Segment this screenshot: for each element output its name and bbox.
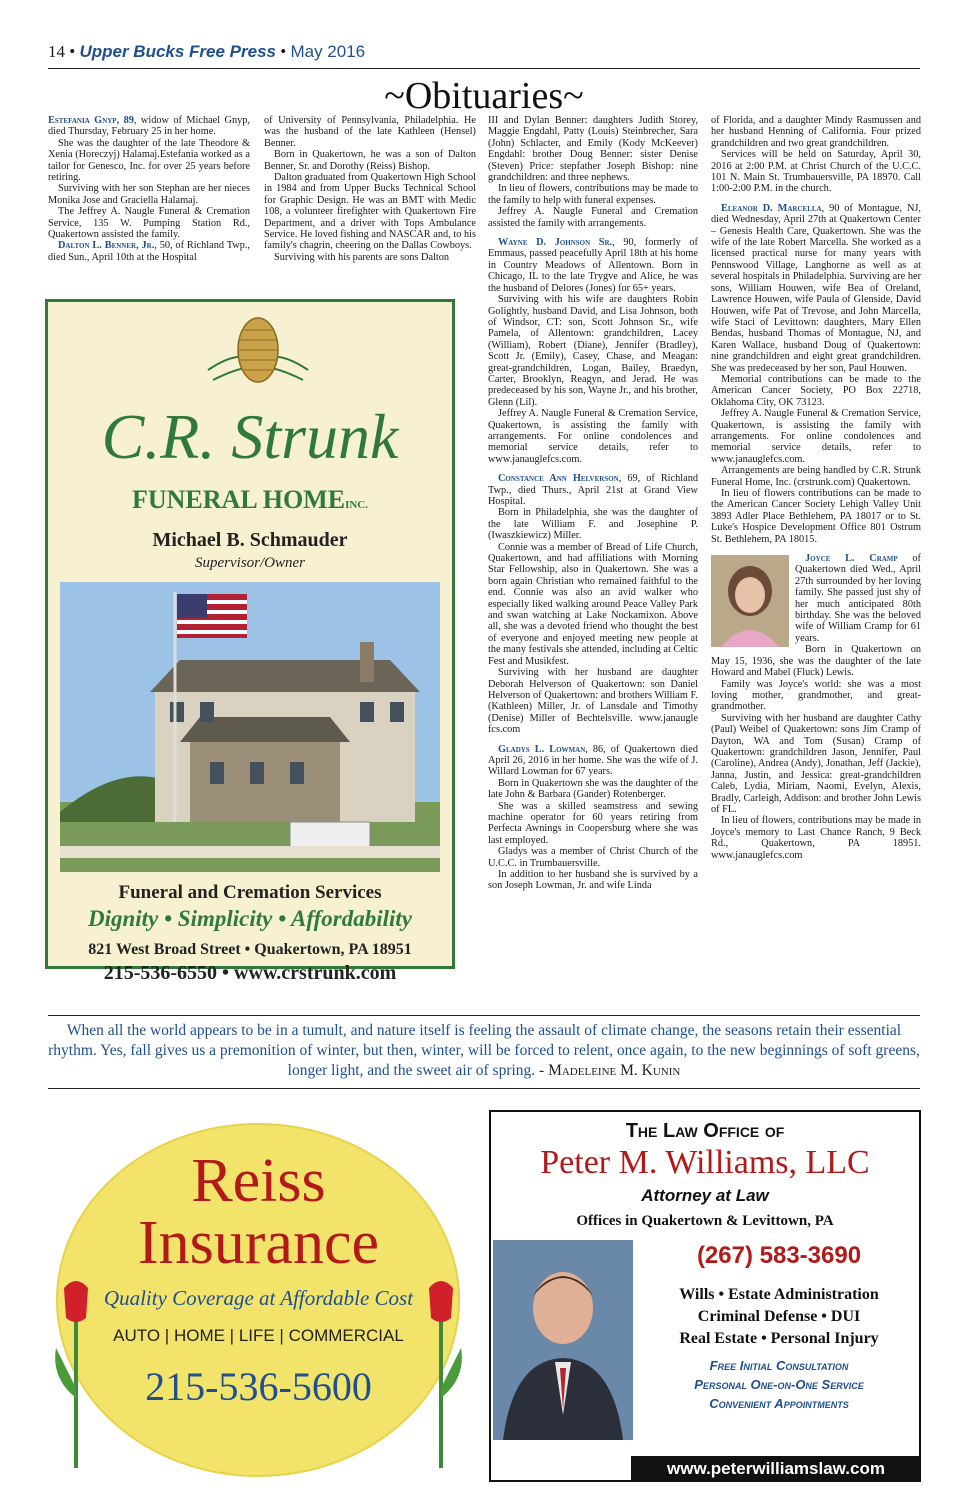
obituary-paragraph: In lieu of flowers contributions can be made to the American Cancer Society Lehigh Valley Unit 3893 Adler Place Bethlehem, PA 18017 or to St. Luke's Hospice Development Office 801 Ostrum St. Bethlehem, PA 18015.	[711, 488, 921, 545]
obituary-paragraph: In addition to her husband she is survived by a son Joseph Lowman, Jr. and wife Linda	[488, 869, 698, 892]
paragraph-text: , 86, of Quakertown died April 26, 2016 in her home. She was the wife of J. Willard Lowman for 67 years.	[488, 743, 699, 778]
paragraph-text: , widow of Michael Gnyp, died Thursday, February 25 in her home.	[48, 115, 250, 138]
insurance-lines: AUTO | HOME | LIFE | COMMERCIAL	[113, 1326, 404, 1345]
paragraph-text: , 50, of Richland Twp., died Sun., April 10th at the Hospital	[48, 240, 250, 263]
practice-area: Real Estate • Personal Injury	[679, 1330, 879, 1347]
pinecone-icon	[198, 310, 318, 395]
quote-block	[48, 1021, 920, 1081]
obituary-paragraph	[488, 744, 698, 778]
deceased-name: Joyce L. Cramp	[805, 553, 898, 565]
insurance-tagline: Quality Coverage at Affordable Cost	[103, 1286, 414, 1310]
quote-author: - Madeleine M. Kunin	[535, 1062, 681, 1079]
obituary-column-1	[48, 115, 250, 263]
owner-name: Michael B. Schmauder	[152, 529, 348, 551]
obituary-paragraph: Born in Quakertown she was the daughter of the late John & Barbara (Gander) Rotenberger.	[488, 777, 698, 801]
obituary-paragraph: In lieu of flowers, contributions may be made in Joyce's memory to Last Chance Ranch, 9 Beck Rd., Quakertown, PA 18951. www.janauglefcs.com	[711, 815, 921, 861]
obituary-paragraph: III and Dylan Benner: daughters Judith Storey, Maggie Engdahl, Patty (Louis) Steinbrecher, Sara (John) Schlacter, and Emily (Kody McKeever) Engdahl: brother Doug Benner: sister Denise (Steven) Price: stepfather Joseph Bishop: nine grandchildren: and three nephews.	[488, 115, 698, 184]
address-line: 821 West Broad Street • Quakertown, PA 18951	[88, 941, 412, 958]
obituary-paragraph: of University of Pennsylvania, Philadelphia. He was the husband of the late Kathleen (Hensel) Benner.	[264, 115, 476, 149]
header-separator: •	[280, 42, 287, 61]
obituary-paragraph: Dalton graduated from Quakertown High School in 1984 and from Upper Bucks Technical School for Graphic Design. He was an BMT with Medic 108, a volunteer firefighter with Quakertown Fire Department, and a driver with Tops Ambulance Service. He loved fishing and NASCAR and, to his family's chagrin, cheering on the Dallas Cowboys.	[264, 172, 476, 252]
portrait-photo	[711, 555, 789, 647]
obituary-paragraph: Jeffrey A. Naugle Funeral and Cremation assisted the family with arrangements.	[488, 206, 698, 229]
offer-item: Personal One-on-One Service	[694, 1377, 864, 1392]
publication-name: Upper Bucks Free Press	[79, 42, 276, 61]
obituary-paragraph: Arrangements are being handled by C.R. Strunk Funeral Home, Inc. (crstrunk.com) Quakertown.	[711, 465, 921, 488]
funeral-home-photo	[60, 582, 440, 872]
header-separator: •	[69, 42, 76, 61]
deceased-name: Constance Ann Helverson	[498, 473, 619, 485]
deceased-name: Dalton L. Benner, Jr.	[58, 240, 155, 252]
deceased-name: Gladys L. Lowman	[498, 743, 586, 755]
issue-date: May 2016	[290, 42, 366, 61]
insurance-ad	[46, 1108, 471, 1483]
quote-rule-top	[48, 1015, 920, 1016]
obituary-paragraph: Surviving with his wife are daughters Robin Golightly, husband David, and Lisa Johnson, both of Windsor, CT: son, Scott Johnson Sr., wife Pamela, of Allentown: grandchildren, Lacey (William), Robert (Diane), Jennifer (Bradley), Scott Jr. (Emily), Casey, Chase, and Meagan: great-grandchildren, Logan, Bailey, Braedyn, Carter, Brooklyn, Reagyn, and Jerad. He was predeceased by his son, Wayne Jr., and his brother, Glenn (Lil).	[488, 294, 698, 408]
quote-text: When all the world appears to be in a tumult, and nature itself is feeling the assault of climate change, the seasons retain their essential rhythm. Yes, fall gives us a premonition of winter, but then, winter, will be forced to relent, once again, to the new beginnings of soft greens, longer light, and the sweet air of spring.	[48, 1022, 920, 1079]
obituary-paragraph: In lieu of flowers, contributions may be made to the family to help with funeral expenses.	[488, 183, 698, 206]
obituary-paragraph: She was the daughter of the late Theodore & Xenia (Horeczyj) Halamaj.Estefania worked as a tailor for Genesco, Inc. for over 25 years before retiring.	[48, 137, 250, 184]
owner-role: Supervisor/Owner	[195, 555, 305, 571]
obituary-column-2	[264, 115, 476, 263]
insurance-phone: 215-536-5600	[145, 1364, 372, 1409]
funeral-home-brand: C.R. Strunk	[101, 401, 399, 472]
attorney-title: Attorney at Law	[641, 1186, 769, 1205]
services-line: Funeral and Cremation Services	[118, 882, 382, 903]
offer-item: Free Initial Consultation	[709, 1358, 849, 1373]
office-locations: Offices in Quakertown & Levittown, PA	[576, 1213, 834, 1229]
section-title: ~Obituaries~	[384, 75, 584, 117]
law-office-website: www.peterwilliamslaw.com	[631, 1456, 921, 1482]
insurance-brand-line-2: Insurance	[138, 1209, 379, 1277]
obituary-paragraph: Born in Philadelphia, she was the daughter of the late William F. and Josephine P. (Iwaszkiewicz) Miller.	[488, 507, 698, 542]
obituary-paragraph: Surviving with his parents are sons Dalton	[274, 251, 450, 263]
spacer	[488, 465, 698, 473]
obituary-paragraph: Gladys was a member of Christ Church of the U.C.C. in Trumbauersville.	[488, 846, 698, 869]
obituary-paragraph: Born in Quakertown on May 15, 1936, she was the daughter of the late Howard and Mabel (Fluck) Lewis.	[711, 644, 921, 679]
practice-area: Criminal Defense • DUI	[697, 1308, 861, 1325]
deceased-name: Eleanor D. Marcella	[721, 202, 822, 214]
law-offers	[639, 1356, 919, 1413]
obituary-paragraph: Surviving with her son Stephan are her nieces Monika Jose and Graciella Halamaj.	[48, 183, 250, 206]
deceased-name: Wayne D. Johnson Sr.	[498, 237, 613, 249]
insurance-brand-line-1: Reiss	[191, 1147, 326, 1215]
attorney-photo	[493, 1240, 633, 1440]
paragraph-text: , 69, of Richland Twp., died Thurs., April 21st at Grand View Hospital.	[488, 473, 698, 507]
obituary-paragraph: The Jeffrey A. Naugle Funeral & Cremation Service, 135 W. Pumping Station Rd., Quakertown assisted the family.	[48, 206, 250, 241]
obituary-paragraph: of Florida, and a daughter Mindy Rasmussen and her husband Henning of California. Four prized grandchildren and two great grandchildren.	[711, 115, 921, 149]
subtitle-text: FUNERAL HOME	[132, 485, 346, 514]
paragraph-text: , 90, formerly of Emmaus, passed peacefully April 18th at his home in Country Meadows of Allentown. Born in Chicago, IL to the late Trygve and Alice, he was the husband of Delores (Jones) for 65+ years.	[488, 237, 698, 294]
law-firm-name: Peter M. Williams, LLC	[540, 1144, 870, 1181]
spacer	[711, 195, 921, 203]
practice-area: Wills • Estate Administration	[679, 1286, 879, 1303]
obituary-column-4	[711, 115, 921, 861]
phone-web-line: 215-536-6550 • www.crstrunk.com	[103, 962, 397, 984]
law-office-ad	[489, 1110, 921, 1482]
spacer	[488, 736, 698, 744]
obituary-paragraph: Surviving with her husband are daughter Cathy (Paul) Weibel of Quakertown: sons Jim Cramp of Dayton, WA and Tom (Susan) Cramp of Quakertown: grandchildren Jason, Jennifer, Paul (Caroline), Andrea (Andy), Jonathan, Jeff (Jackie), Janna, Justin, and Jessica: great-grandchildren Caleb, Lydia, Miriam, Naomi, Evelyn, Alexis, Bradly, Carleigh, Addison: and brother John Lewis of FL.	[711, 712, 921, 815]
paragraph-text: of Quakertown died Wed., April 27th surrounded by her loving family. She passed just shy of her much anticipated 80th birthday. She was the beloved wife of William Cramp for 61 years.	[795, 553, 921, 644]
obituary-paragraph: Services will be held on Saturday, April 30, 2016 at 2:00 P.M. at Christ Church of the U.C.C. 101 N. Main St. Trumbauersville, PA 18970. Call 1:00-2:00 P.M. in the church.	[711, 149, 921, 195]
deceased-name: Estefania Gnyp, 89	[48, 115, 134, 126]
obituary-paragraph	[48, 240, 250, 263]
obituary-paragraph: Connie was a member of Bread of Life Church, Quakertown, and had affiliations with Morning Star Fellowship, also in Quakertown. She was a born again Christian who remained faithful to the end. Connie was also an avid walker who especially liked walking around Peace Valley Park and swan watching at Lake Nockamixon. Above all, she was a devoted friend who thought the best of everyone and enjoyed meeting new people at the many festivals she attended, including at Celtic Fest and Musikfest.	[488, 541, 698, 667]
obituary-paragraph: She was a skilled seamstress and sewing machine operator for 60 years retiring from Perfecta Awnings in Coopersburg where she was last employed.	[488, 800, 698, 846]
paragraph-text: , 90 of Montague, NJ, died Wednesday, April 27th at Quakertown Center – Genesis Health Care, Quakertown. She was the wife of the late Robert Marcella. She worked as a licensed practical nurse for many years with Pennswood Village, Langhorne as well as at several hospitals in Philadelphia. Surviving are her sons, William Houwen, wife Bea of Oreland, Lawrence Houwen, wife Paula of Glenside, David Houwen, wife Pat of Trevose, and John Marcella, wife Staci of Levittown: daughters, Mary Ellen Bendas, husband Thomas of Montague, NJ, and Karen Wallace, husband Doug of Quakertown: nine grandchildren and eight great grandchildren. She was predeceased by her son, Paul Houwen.	[711, 202, 922, 374]
obituary-paragraph: Jeffrey A. Naugle Funeral & Cremation Service, Quakertown, is assisting the family with arrangements. For online condolences and memorial service details, refer to www.janauglefcs.com.	[711, 408, 921, 465]
obituary-paragraph	[488, 473, 698, 507]
subtitle-suffix: INC.	[345, 499, 368, 511]
obituary-paragraph: Surviving with her husband are daughter Deborah Helverson of Quakertown: son Daniel Helverson of Quakertown: and brothers William F. (Kathleen) Miller, Jr. of Lansdale and Timothy (Denise) Miller of Bechtelsville. www.janaugle fcs.com	[488, 667, 698, 736]
header-rule	[48, 68, 920, 69]
spacer	[711, 545, 921, 553]
page-number: 14	[48, 42, 65, 61]
obituary-paragraph	[48, 115, 250, 138]
obituary-paragraph	[711, 203, 921, 374]
offer-item: Convenient Appointments	[709, 1396, 849, 1411]
obituary-column-3	[488, 115, 698, 892]
obituary-paragraph: Memorial contributions can be made to the American Cancer Society, PO Box 22718, Oklahoma City, OK 73123.	[711, 373, 921, 408]
funeral-home-ad	[45, 299, 455, 984]
law-office-heading: The Law Office of	[625, 1120, 785, 1142]
obituary-paragraph: Family was Joyce's world: she was a most loving mother, grandmother, and great-grandmother.	[711, 678, 921, 713]
funeral-home-subtitle	[48, 485, 452, 515]
obituary-paragraph	[488, 237, 698, 294]
motto-line: Dignity • Simplicity • Affordability	[87, 906, 413, 931]
quote-rule-bottom	[48, 1088, 920, 1089]
spacer	[488, 229, 698, 237]
obituary-paragraph: Born in Quakertown, he was a son of Dalton Benner, Sr. and Dorothy (Reiss) Bishop.	[264, 149, 476, 172]
obituary-paragraph: Jeffrey A. Naugle Funeral & Cremation Service, Quakertown, is assisting the family with arrangements. For online condolences and memorial service details, refer to www.janauglefcs.com.	[488, 408, 698, 465]
law-office-phone: (267) 583-3690	[696, 1242, 862, 1269]
practice-areas	[639, 1284, 919, 1350]
page-header	[48, 42, 920, 68]
